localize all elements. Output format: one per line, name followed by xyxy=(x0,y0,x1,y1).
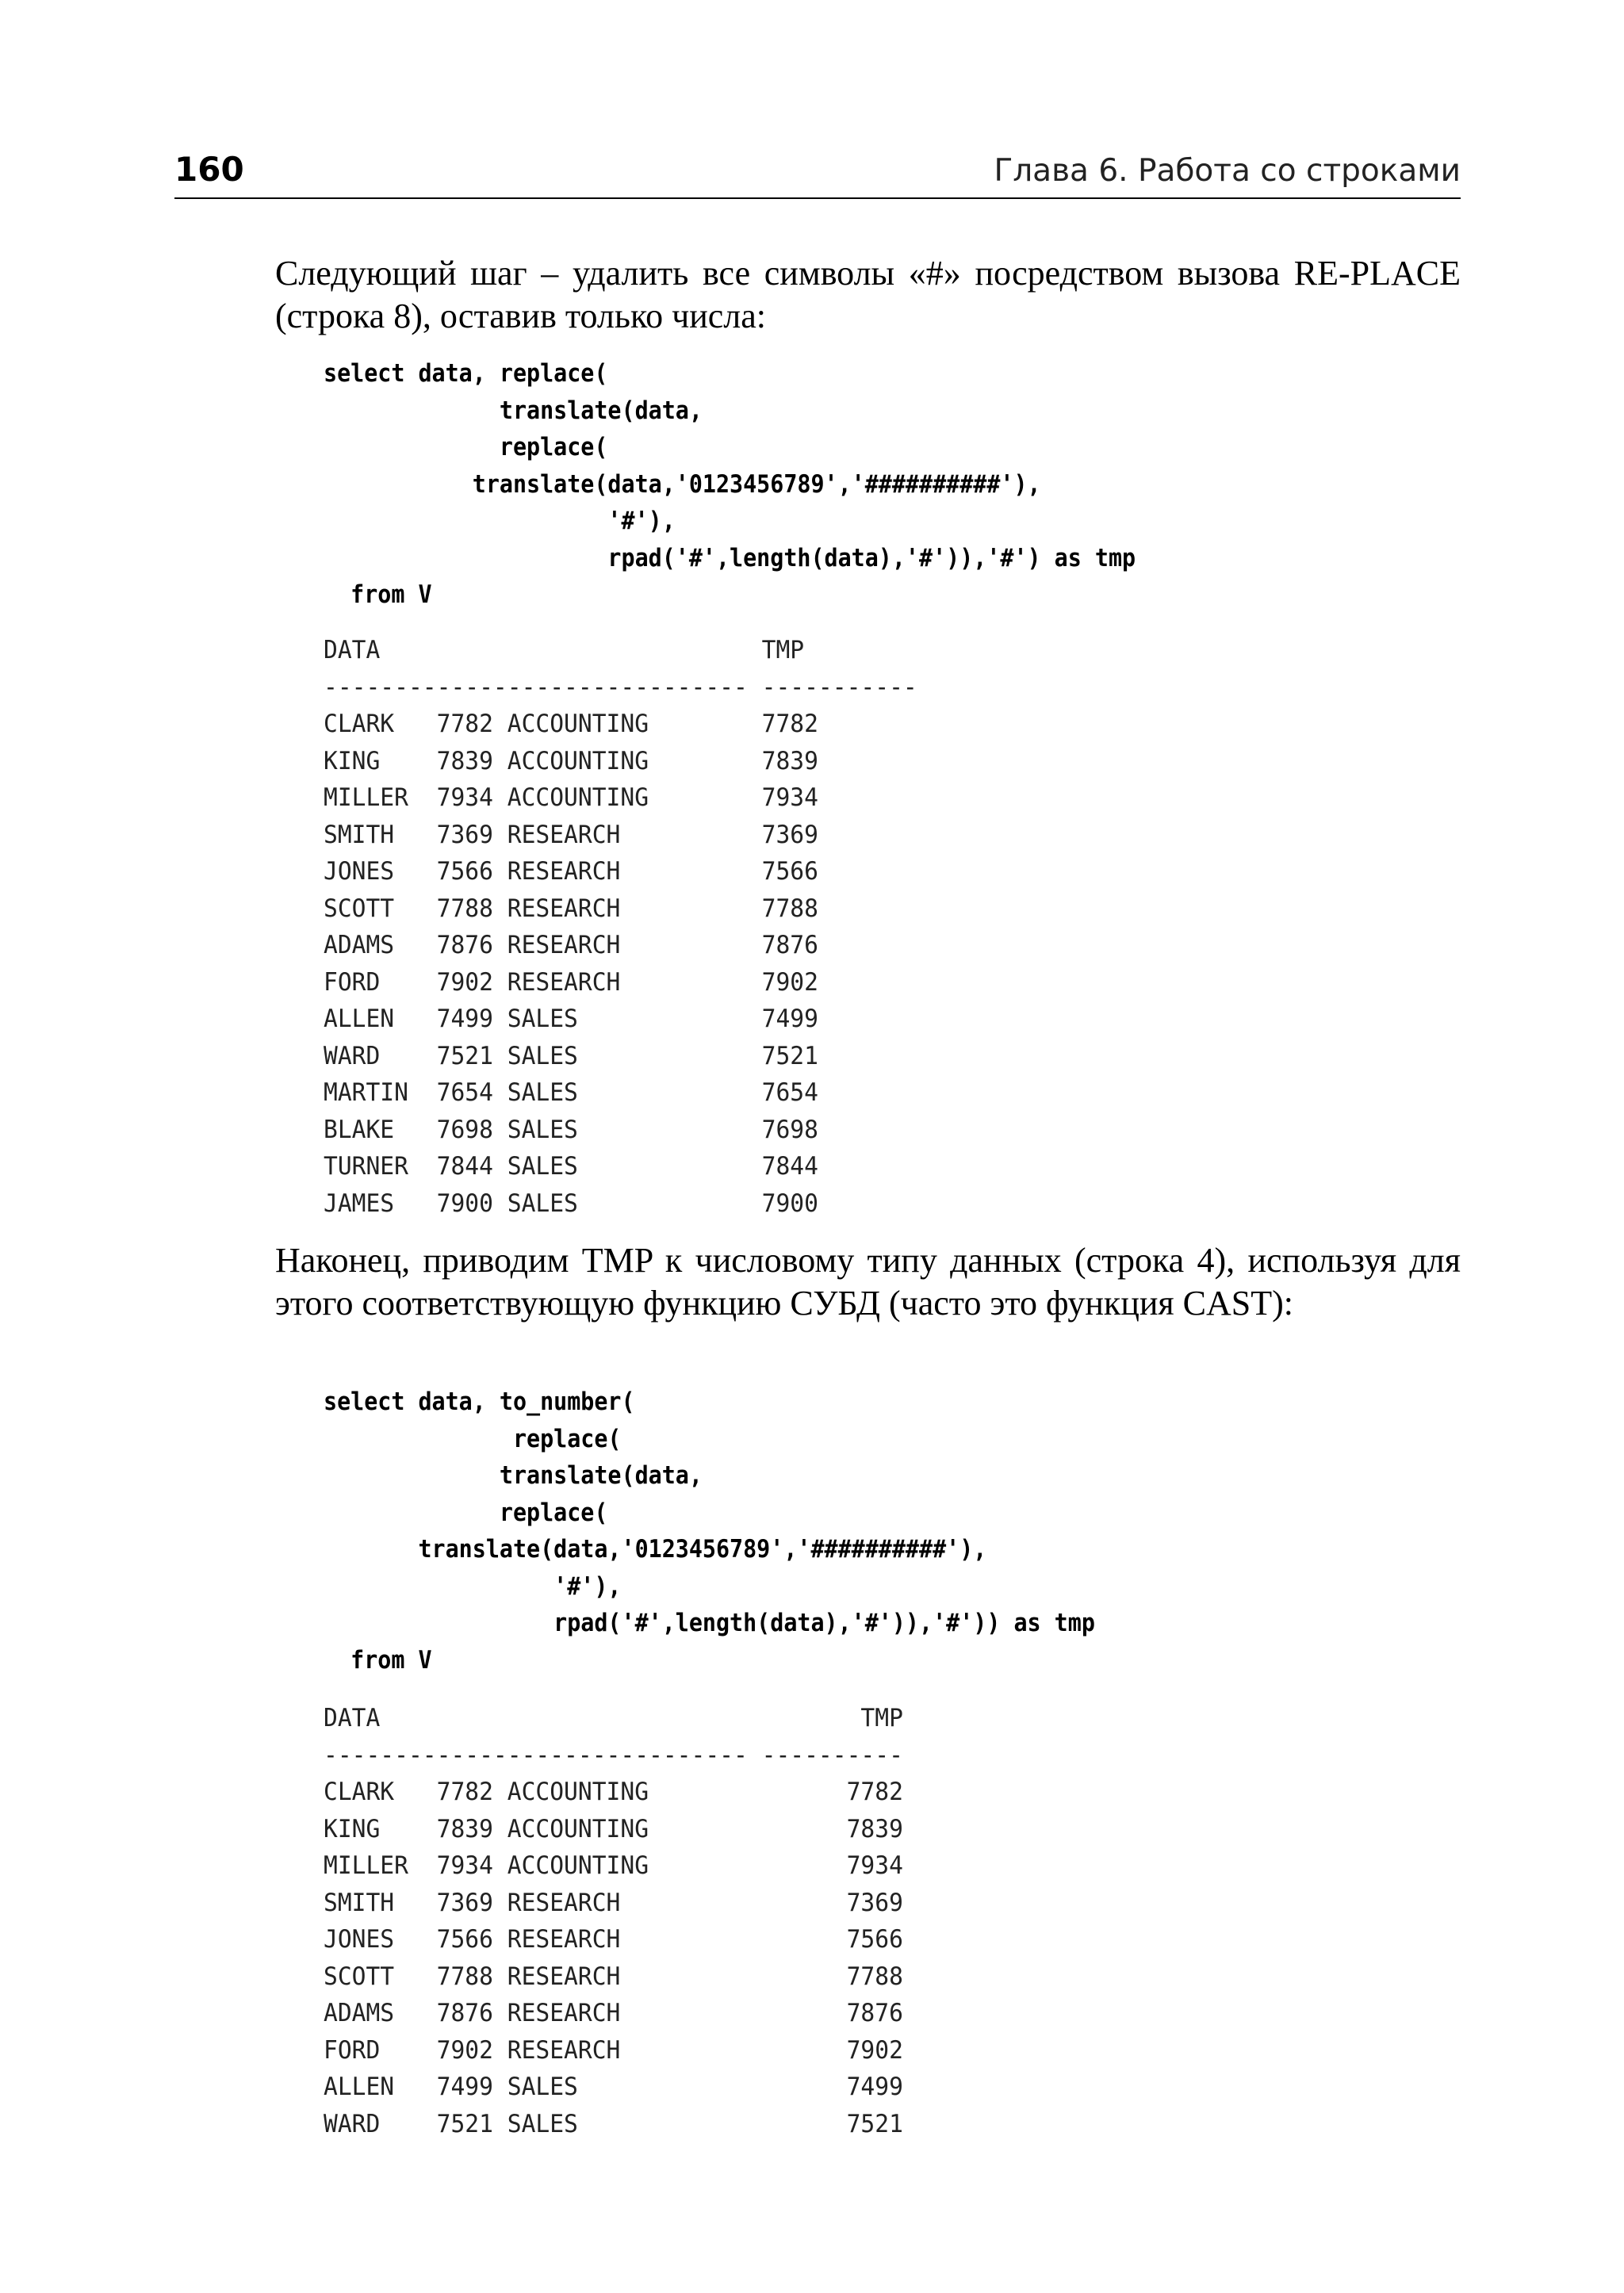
header-divider xyxy=(174,197,1461,199)
paragraph-intro xyxy=(275,252,1461,338)
paragraph-text: Наконец, приводим TMP к числовому типу данных (строка 4), используя для этого соответствующую функцию СУБД (часто это функция CAST): xyxy=(275,1241,1461,1323)
query-result-table-2: DATA TMP ------------------------------ ---------- CLARK 7782 ACCOUNTING 7782 KING 7839 ACCOUNTING 7839 MILLER 7934 ACCOUNTING 7934 SMITH 7369 RESEARCH 7369 JONES 7566 RESEARCH 7566 SCOTT 7788 RESEARCH 7788 ADAMS 7876 RESEARCH 7876 FORD 7902 RESEARCH 7902 ALLEN 7499 SALES 7499 WARD 7521 SALES 7521 xyxy=(324,1704,903,2138)
paragraph-conclusion xyxy=(275,1239,1461,1325)
sql-query-to-number: select data, to_number( replace( translate(data, replace( translate(data,'0123456789','##########'), '#'), rpad('#',length(data),'#')),'#')) as tmp from V xyxy=(324,1388,1095,1675)
running-title: Глава 6. Работа со строками xyxy=(994,153,1461,189)
paragraph-text: Следующий шаг – удалить все символы «#» посредством вызова RE-PLACE (строка 8), оставив только числа: xyxy=(275,254,1461,335)
query-result-table-1: DATA TMP ------------------------------ ----------- CLARK 7782 ACCOUNTING 7782 KING 7839 ACCOUNTING 7839 MILLER 7934 ACCOUNTING 7934 SMITH 7369 RESEARCH 7369 JONES 7566 RESEARCH 7566 SCOTT 7788 RESEARCH 7788 ADAMS 7876 RESEARCH 7876 FORD 7902 RESEARCH 7902 ALLEN 7499 SALES 7499 WARD 7521 SALES 7521 MARTIN 7654 SALES 7654 BLAKE 7698 SALES 7698 TURNER 7844 SALES 7844 JAMES 7900 SALES 7900 xyxy=(324,636,917,1218)
page-number: 160 xyxy=(174,150,244,189)
sql-query-replace: select data, replace( translate(data, replace( translate(data,'0123456789','##########'), '#'), rpad('#',length(data),'#')),'#') as tmp from V xyxy=(324,359,1136,609)
